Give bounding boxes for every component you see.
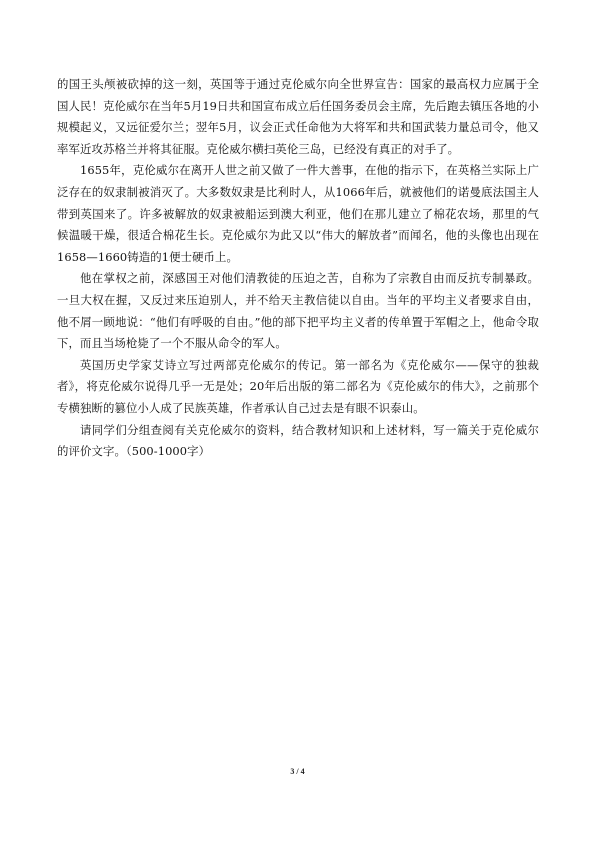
paragraph-4: 英国历史学家艾诗立写过两部克伦威尔的传记。第一部名为《克伦威尔——保守的独裁者》，将克伦威尔说得几乎一无是处；20年后出版的第二部名为《克伦威尔的伟大》，之前那个专横独断的篡位小人成了民族英雄，作者承认自己过去是有眼不识泰山。 (57, 357, 539, 415)
paragraph-2: 1655年，克伦威尔在离开人世之前又做了一件大善事，在他的指示下，在英格兰实际上广泛存在的奴隶制被消灭了。大多数奴隶是比利时人，从1066年后，就被他们的诺曼底法国主人带到英国来了。许多被解放的奴隶被船运到澳大利亚，他们在那儿建立了棉花农场，那里的气候温暖干燥，很适合棉花生长。克伦威尔为此又以“伟大的解放者”而闻名，他的头像也出现在1658—1660铸造的1便士硬币上。 (57, 163, 539, 264)
paragraph-1: 的国王头颅被砍掉的这一刻，英国等于通过克伦威尔向全世界宣告：国家的最高权力应属于全国人民！克伦威尔在当年5月19日共和国宣布成立后任国务委员会主席，先后跑去镇压各地的小规模起义，又远征爱尔兰；翌年5月，议会正式任命他为大将军和共和国武装力量总司令，他又率军近攻苏格兰并将其征服。克伦威尔横扫英伦三岛，已经没有真正的对手了。 (57, 77, 539, 156)
page-number: 3 / 4 (290, 767, 305, 776)
paragraph-5: 请同学们分组查阅有关克伦威尔的资料，结合教材知识和上述材料，写一篇关于克伦威尔的评价文字。（500-1000字） (57, 422, 539, 459)
paragraph-3: 他在掌权之前，深感国王对他们清教徒的压迫之苦，自称为了宗教自由而反抗专制暴政。一旦大权在握，又反过来压迫别人，并不给天主教信徒以自由。当年的平均主义者要求自由，他不屑一顾地说：“他们有呼吸的自由。”他的部下把平均主义者的传单置于军帽之上，他命令取下，而且当场枪毙了一个不服从命令的军人。 (57, 271, 539, 351)
document-body (57, 74, 539, 463)
